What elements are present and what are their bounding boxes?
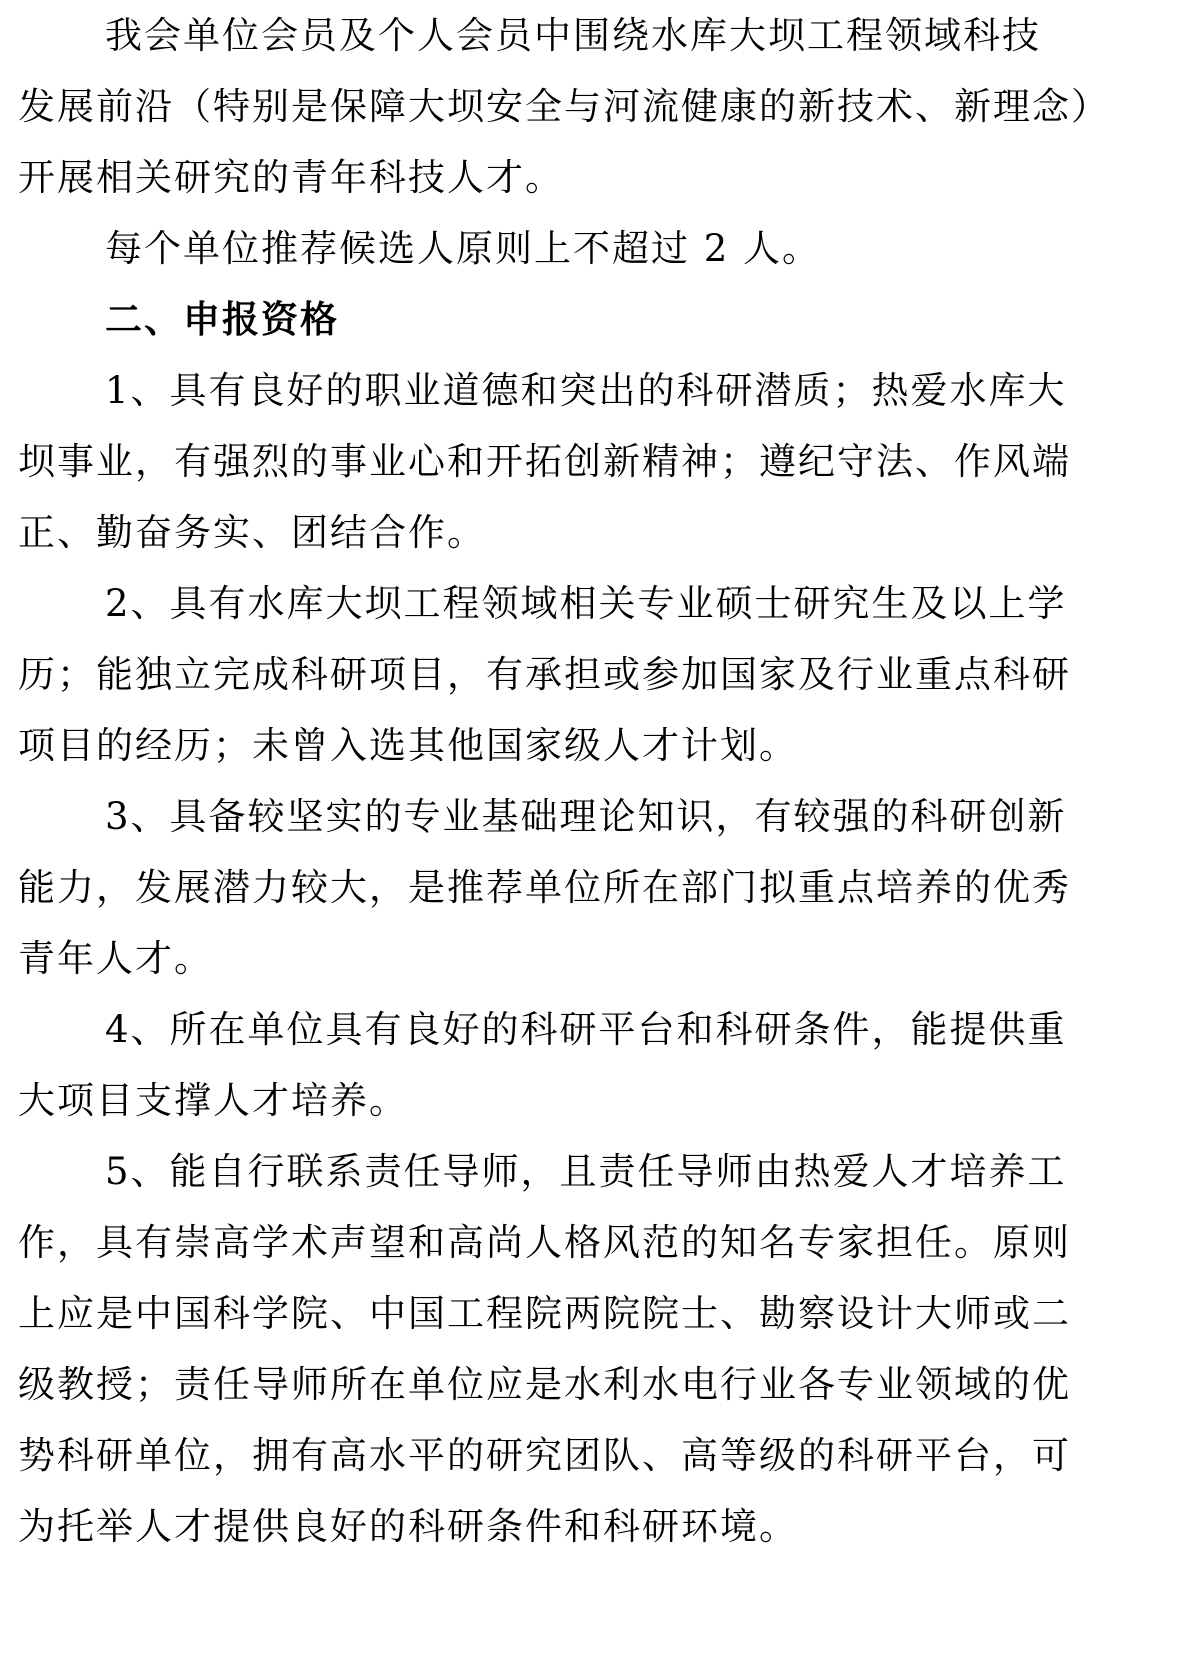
text-line: 开展相关研究的青年科技人才。: [18, 156, 564, 199]
text-line: 2、具有水库大坝工程领域相关专业硕士研究生及以上学: [105, 582, 1067, 625]
text-line: 坝事业，有强烈的事业心和开拓创新精神；遵纪守法、作风端: [18, 440, 1071, 483]
text-line: 3、具备较坚实的专业基础理论知识，有较强的科研创新: [105, 795, 1067, 838]
document-page: [18, 0, 1178, 1562]
qualification-item-5: [18, 1136, 1178, 1562]
text-line: 每个单位推荐候选人原则上不超过 2 人。: [105, 227, 822, 270]
section-heading: 二、申报资格: [105, 298, 339, 341]
text-line: 5、能自行联系责任导师，且责任导师由热爱人才培养工: [105, 1150, 1067, 1193]
text-line: 1、具有良好的职业道德和突出的科研潜质；热爱水库大: [105, 369, 1067, 412]
text-line: 历；能独立完成科研项目，有承担或参加国家及行业重点科研: [18, 653, 1071, 696]
text-line: 上应是中国科学院、中国工程院两院院士、勘察设计大师或二: [18, 1292, 1071, 1335]
text-line: 发展前沿（特别是保障大坝安全与河流健康的新技术、新理念）: [18, 85, 1110, 128]
qualification-item-4: [18, 994, 1178, 1136]
text-line: 项目的经历；未曾入选其他国家级人才计划。: [18, 724, 798, 767]
text-line: 为托举人才提供良好的科研条件和科研环境。: [18, 1505, 798, 1548]
qualification-item-2: [18, 568, 1178, 781]
text-line: 作，具有崇高学术声望和高尚人格风范的知名专家担任。原则: [18, 1221, 1071, 1264]
qualification-item-3: [18, 781, 1178, 994]
text-line: 我会单位会员及个人会员中围绕水库大坝工程领域科技: [105, 14, 1041, 57]
text-line: 能力，发展潜力较大，是推荐单位所在部门拟重点培养的优秀: [18, 866, 1071, 909]
intro-paragraph: [18, 0, 1178, 213]
text-line: 4、所在单位具有良好的科研平台和科研条件，能提供重: [105, 1008, 1067, 1051]
text-line: 正、勤奋务实、团结合作。: [18, 511, 486, 554]
qualification-item-1: [18, 355, 1178, 568]
quota-paragraph: [18, 213, 1178, 284]
text-line: 势科研单位，拥有高水平的研究团队、高等级的科研平台，可: [18, 1434, 1071, 1477]
text-line: 大项目支撑人才培养。: [18, 1079, 408, 1122]
text-line: 级教授；责任导师所在单位应是水利水电行业各专业领域的优: [18, 1363, 1071, 1406]
text-line: 青年人才。: [18, 937, 213, 980]
